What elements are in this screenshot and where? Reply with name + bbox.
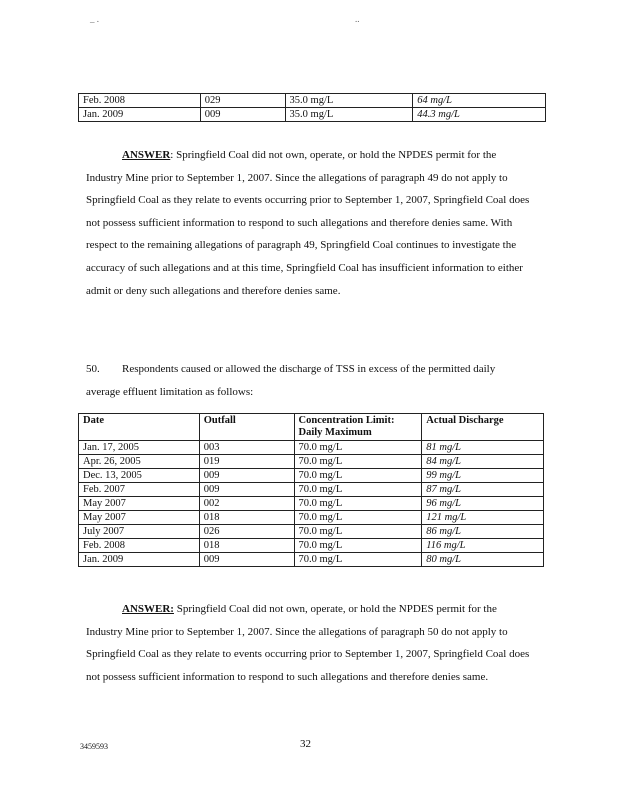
table-cell-discharge: 84 mg/L: [422, 455, 544, 469]
column-header-date: Date: [79, 414, 200, 441]
table-cell-limit: 35.0 mg/L: [285, 108, 413, 122]
table-cell-discharge: 116 mg/L: [422, 539, 544, 553]
table-cell-limit: 70.0 mg/L: [294, 441, 422, 455]
table-cell-discharge: 121 mg/L: [422, 511, 544, 525]
header-mark-left: _ .: [90, 14, 99, 24]
table-row: [79, 553, 544, 567]
answer-text: Springfield Coal did not own, operate, or hold the NPDES permit for the Industry Mine prior to September 1, 2007. Since the allegations of paragraph 50 do not apply to Springfield Coal as they relate to events occurring prior to September 1, 2007, Springfield Coal does not possess sufficient information to respond to such allegations and therefore denies same.: [86, 603, 530, 683]
table-cell-limit: 70.0 mg/L: [294, 483, 422, 497]
answer-paragraph-49: [86, 144, 532, 302]
table-row: [79, 441, 544, 455]
table-cell-outfall: 009: [199, 553, 294, 567]
table-cell-date: Jan. 17, 2005: [79, 441, 200, 455]
table-cell-date: Feb. 2007: [79, 483, 200, 497]
table-cell-discharge: 64 mg/L: [413, 94, 546, 108]
table-row: [79, 539, 544, 553]
page-number: 32: [300, 738, 311, 750]
table-cell-limit: 70.0 mg/L: [294, 455, 422, 469]
paragraph-number: 50.: [86, 363, 100, 375]
answer-text: : Springfield Coal did not own, operate, or hold the NPDES permit for the Industry Mine prior to September 1, 2007. Since the allegations of paragraph 49 do not apply to Springfield Coal as they relate to events occurring prior to September 1, 2007, Springfield Coal does not possess sufficient information to respond to such allegations and therefore denies same. With respect to the remaining allegations of paragraph 49, Springfield Coal continues to investigate the accuracy of such allegations and at this time, Springfield Coal has insufficient information to either admit or deny such allegations and therefore denies same.: [86, 149, 530, 297]
table-cell-discharge: 81 mg/L: [422, 441, 544, 455]
table-cell-discharge: 86 mg/L: [422, 525, 544, 539]
table-row: [79, 108, 546, 122]
discharge-table-continued: [78, 93, 546, 122]
table-cell-outfall: 018: [199, 539, 294, 553]
table-cell-discharge: 99 mg/L: [422, 469, 544, 483]
table-cell-limit: 70.0 mg/L: [294, 553, 422, 567]
column-header-limit: Concentration Limit: Daily Maximum: [294, 414, 422, 441]
column-header-discharge: Actual Discharge: [422, 414, 544, 441]
document-id: 3459593: [80, 742, 108, 751]
table-row: [79, 469, 544, 483]
table-cell-limit: 70.0 mg/L: [294, 539, 422, 553]
table-row: [79, 525, 544, 539]
table-cell-outfall: 029: [200, 94, 285, 108]
table-cell-date: Dec. 13, 2005: [79, 469, 200, 483]
table-header-row: [79, 414, 544, 441]
table-cell-date: July 2007: [79, 525, 200, 539]
answer-paragraph-50: [86, 598, 532, 688]
table-cell-outfall: 009: [199, 469, 294, 483]
header-mark-right: ..: [355, 14, 360, 24]
table-cell-outfall: 018: [199, 511, 294, 525]
table-cell-discharge: 80 mg/L: [422, 553, 544, 567]
table-row: [79, 511, 544, 525]
table-cell-outfall: 026: [199, 525, 294, 539]
table-cell-limit: 70.0 mg/L: [294, 511, 422, 525]
table-cell-date: May 2007: [79, 511, 200, 525]
table-cell-limit: 70.0 mg/L: [294, 525, 422, 539]
table-cell-discharge: 87 mg/L: [422, 483, 544, 497]
table-cell-outfall: 019: [199, 455, 294, 469]
table-cell-outfall: 002: [199, 497, 294, 511]
table-cell-limit: 70.0 mg/L: [294, 469, 422, 483]
table-row: [79, 497, 544, 511]
answer-label: ANSWER: [122, 149, 171, 161]
allegation-paragraph-50: [86, 358, 532, 403]
table-row: [79, 94, 546, 108]
table-cell-date: Jan. 2009: [79, 553, 200, 567]
table-row: [79, 483, 544, 497]
table-row: [79, 455, 544, 469]
column-header-outfall: Outfall: [199, 414, 294, 441]
table-cell-outfall: 009: [200, 108, 285, 122]
table-cell-limit: 35.0 mg/L: [285, 94, 413, 108]
table-cell-date: Apr. 26, 2005: [79, 455, 200, 469]
table-cell-outfall: 009: [199, 483, 294, 497]
table-cell-discharge: 96 mg/L: [422, 497, 544, 511]
paragraph-text: Respondents caused or allowed the discharge of TSS in excess of the permitted daily average effluent limitation as follows:: [86, 363, 496, 398]
table-cell-date: Jan. 2009: [79, 108, 201, 122]
table-cell-date: Feb. 2008: [79, 539, 200, 553]
table-cell-date: Feb. 2008: [79, 94, 201, 108]
table-cell-discharge: 44.3 mg/L: [413, 108, 546, 122]
table-cell-date: May 2007: [79, 497, 200, 511]
answer-label: ANSWER:: [122, 603, 174, 615]
table-cell-outfall: 003: [199, 441, 294, 455]
tss-discharge-table: [78, 413, 544, 567]
table-cell-limit: 70.0 mg/L: [294, 497, 422, 511]
